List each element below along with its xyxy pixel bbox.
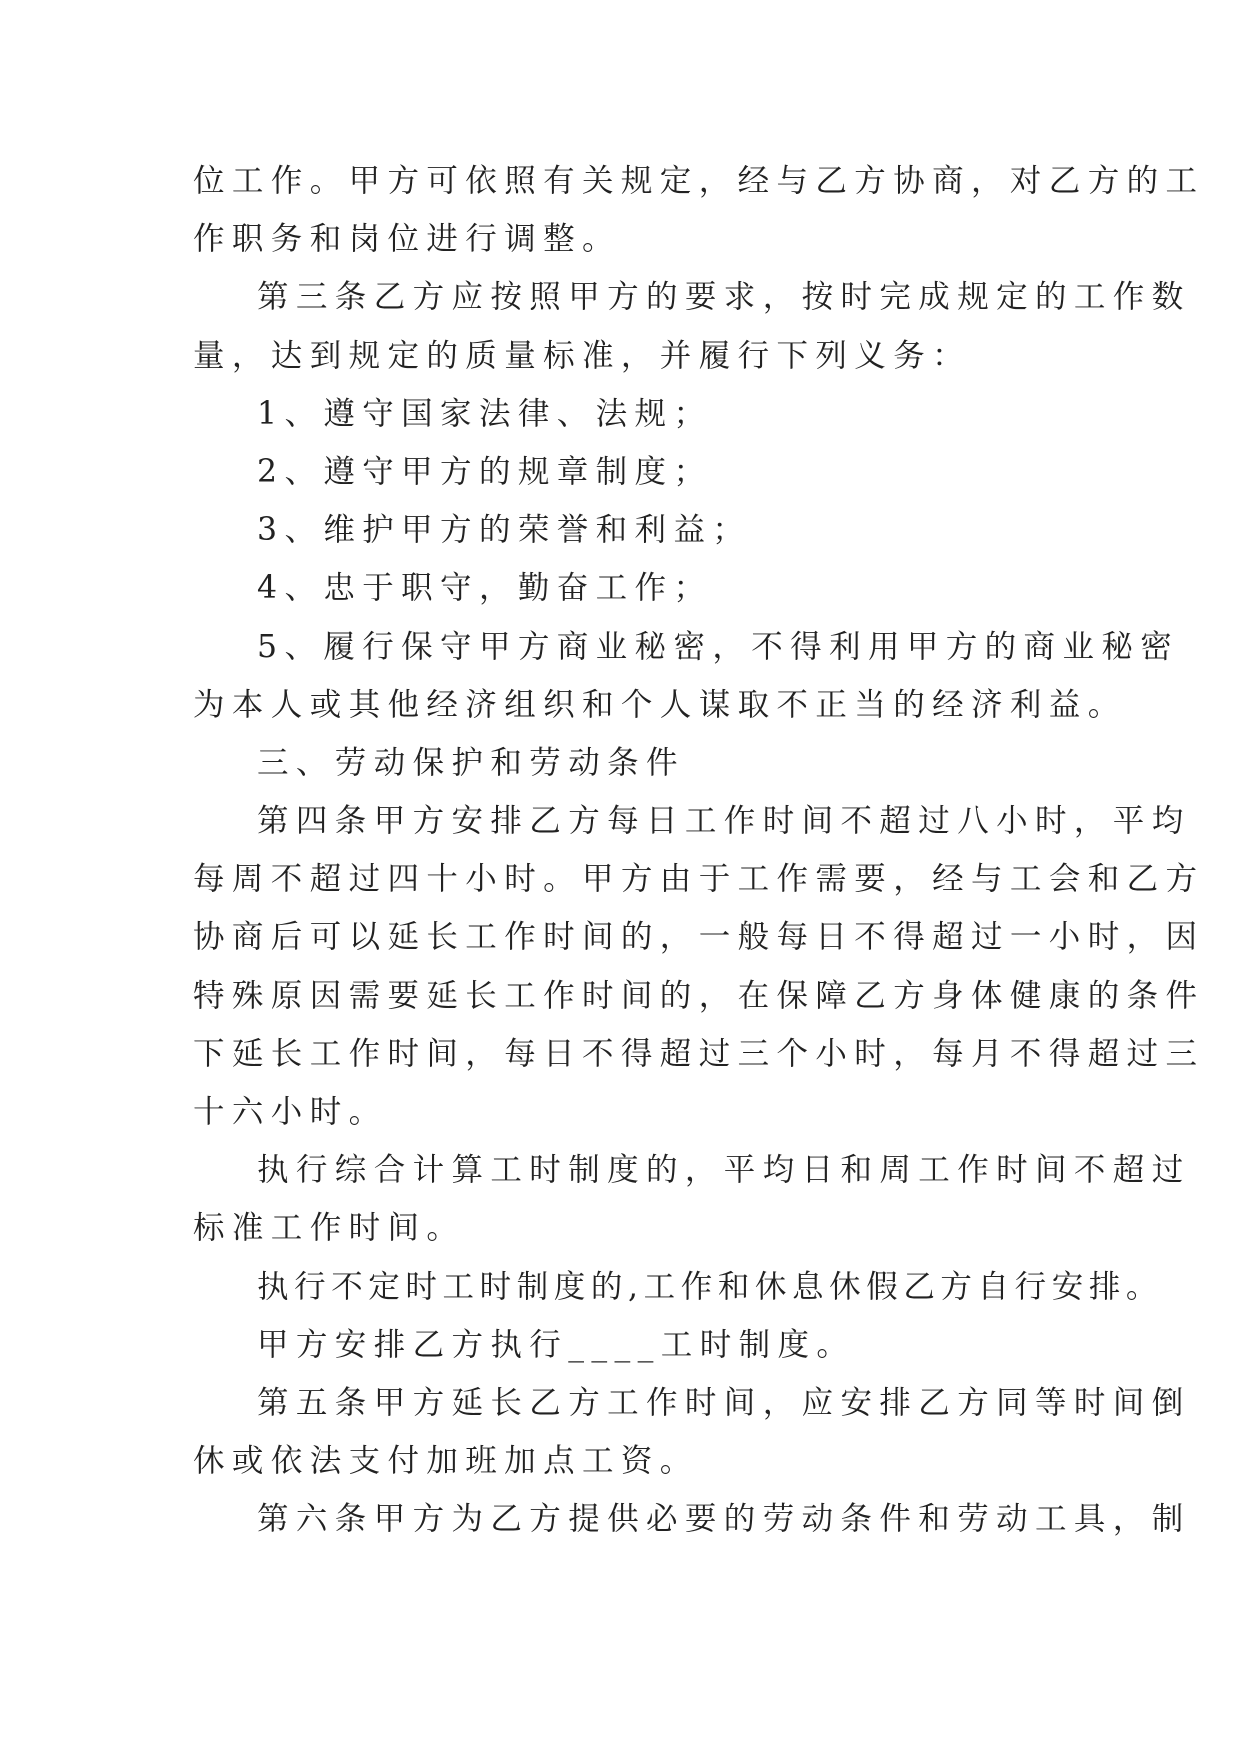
paragraph-article-4 <box>193 792 1205 1141</box>
text-line: 特殊原因需要延长工作时间的，在保障乙方身体健康的条件 <box>193 977 1205 1014</box>
text-line: 5、履行保守甲方商业秘密，不得利用甲方的商业秘密 <box>257 628 1180 665</box>
paragraph-2 <box>193 268 1191 384</box>
text-line: 休或依法支付加班加点工资。 <box>193 1443 699 1480</box>
text-line: 每周不超过四十小时。甲方由于工作需要，经与工会和乙方 <box>193 861 1205 898</box>
text-line: 标准工作时间。 <box>193 1210 466 1247</box>
text-line: 执行综合计算工时制度的，平均日和周工作时间不超过 <box>257 1152 1191 1189</box>
text-line: 第六条甲方为乙方提供必要的劳动条件和劳动工具，制 <box>257 1501 1191 1538</box>
text-line: 为本人或其他经济组织和个人谋取不正当的经济利益。 <box>193 686 1127 723</box>
text-line: 2、遵守甲方的规章制度； <box>257 453 713 490</box>
text-line: 1、遵守国家法律、法规； <box>257 395 713 432</box>
section-heading <box>193 734 1053 792</box>
paragraph-1 <box>193 152 1205 268</box>
text-line: 第四条甲方安排乙方每日工作时间不超过八小时，平均 <box>257 803 1191 840</box>
paragraph-article-6 <box>193 1490 1191 1548</box>
list-item-2 <box>193 443 1053 501</box>
text-line: 作职务和岗位进行调整。 <box>193 221 621 258</box>
text-line: 协商后可以延长工作时间的，一般每日不得超过一小时，因 <box>193 919 1205 956</box>
list-item-4 <box>193 559 1053 617</box>
text-line: 位工作。甲方可依照有关规定，经与乙方协商，对乙方的工 <box>193 163 1205 199</box>
text-line: 3、维护甲方的荣誉和利益； <box>257 512 752 549</box>
document-body <box>193 152 1205 1549</box>
list-item-1 <box>193 385 1053 443</box>
text-line: 第三条乙方应按照甲方的要求，按时完成规定的工作数 <box>257 279 1191 316</box>
paragraph-article-5 <box>193 1374 1191 1490</box>
text-line: 第五条甲方延长乙方工作时间，应安排乙方同等时间倒 <box>257 1384 1191 1421</box>
text-line: 甲方安排乙方执行____工时制度。 <box>257 1326 856 1363</box>
paragraph-flexible-hours <box>193 1258 1164 1316</box>
text-line: 十六小时。 <box>193 1094 388 1130</box>
text-line: 4、忠于职守，勤奋工作； <box>257 570 713 607</box>
paragraph-hours-system <box>193 1316 1053 1374</box>
paragraph-comprehensive-hours <box>193 1141 1191 1257</box>
text-line: 执行不定时工时制度的,工作和休息休假乙方自行安排。 <box>257 1268 1164 1305</box>
list-item-5 <box>193 618 1180 734</box>
text-line: 下延长工作时间，每日不得超过三个小时，每月不得超过三 <box>193 1035 1205 1072</box>
text-line: 三、劳动保护和劳动条件 <box>257 744 685 781</box>
list-item-3 <box>193 501 1053 559</box>
text-line: 量，达到规定的质量标准，并履行下列义务： <box>193 337 972 374</box>
